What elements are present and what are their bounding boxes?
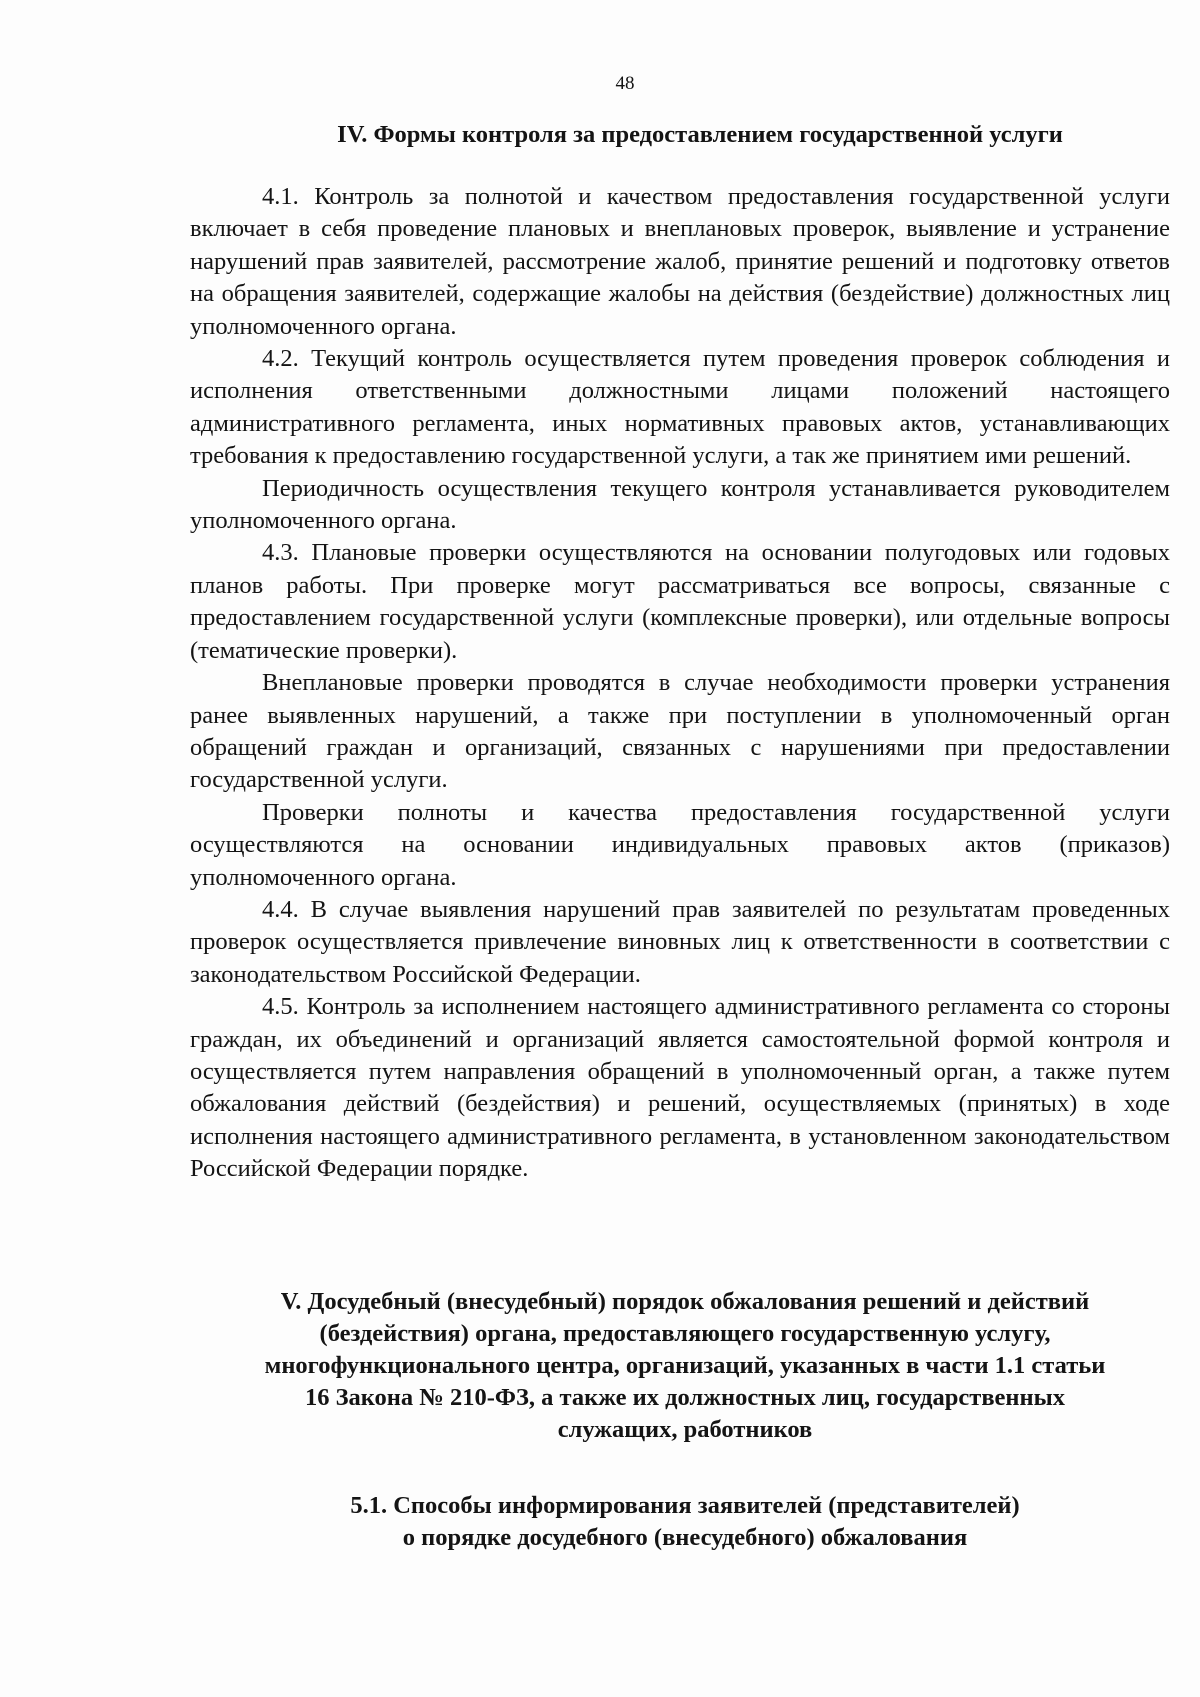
paragraph-4-5: 4.5. Контроль за исполнением настоящего административного регламента со стороны граждан, их объединений и организаций является самостоятельной формой контроля и осуществляется путем направления обращений в уполномоченный орган, а также путем обжалования действий (бездействия) и решений, осуществляемых (принятых) в ходе исполнения настоящего административного регламента, в установленном законодательством Российской Федерации порядке. (190, 993, 1170, 1183)
paragraph-4-4: 4.4. В случае выявления нарушений прав заявителей по результатам проведенных проверок осуществляется привлечение виновных лиц к ответственности в соответствии с законодательством Российской Федерации. (190, 895, 1170, 988)
subsection-5-1-title-line: 5.1. Способы информирования заявителей (представителей) (350, 1492, 1020, 1519)
section-5-title-line: (бездействия) органа, предоставляющего государственную услугу, (319, 1320, 1051, 1347)
section-4-body (190, 181, 1170, 1186)
paragraph-checks-basis: Проверки полноты и качества предоставления государственной услуги осуществляются на основании индивидуальных правовых актов (приказов) уполномоченного органа. (190, 798, 1170, 891)
paragraph-4-1: 4.1. Контроль за полнотой и качеством предоставления государственной услуги включает в себя проведение плановых и внеплановых проверок, выявление и устранение нарушений прав заявителей, рассмотрение жалоб, принятие решений и подготовку ответов на обращения заявителей, содержащие жалобы на действия (бездействие) должностных лиц уполномоченного органа. (190, 183, 1170, 340)
section-5-title-line: 16 Закона № 210-ФЗ, а также их должностных лиц, государственных (304, 1384, 1066, 1411)
subsection-5-1-title (225, 1490, 1145, 1554)
subsection-5-1-title-line: о порядке досудебного (внесудебного) обжалования (402, 1524, 968, 1551)
paragraph-4-3: 4.3. Плановые проверки осуществляются на основании полугодовых или годовых планов работы. При проверке могут рассматриваться все вопросы, связанные с предоставлением государственной услуги (комплексные проверки), или отдельные вопросы (тематические проверки). (190, 539, 1170, 664)
section-5-title (185, 1286, 1185, 1446)
paragraph-unscheduled-checks: Внеплановые проверки проводятся в случае необходимости проверки устранения ранее выявленных нарушений, а также при поступлении в уполномоченный орган обращений граждан и организаций, связанных с нарушениями при предоставлении государственной услуги. (190, 669, 1170, 794)
section-5-title-line: многофункционального центра, организаций, указанных в части 1.1 статьи (264, 1352, 1106, 1379)
section-5-title-line: служащих, работников (557, 1416, 813, 1443)
section-4-title: IV. Формы контроля за предоставлением государственной услуги (337, 121, 1063, 148)
page-number: 48 (615, 73, 635, 94)
section-5-title-line: V. Досудебный (внесудебный) порядок обжалования решений и действий (280, 1288, 1090, 1315)
paragraph-4-2: 4.2. Текущий контроль осуществляется путем проведения проверок соблюдения и исполнения ответственными должностными лицами положений настоящего административного регламента, иных нормативных правовых актов, устанавливающих требования к предоставлению государственной услуги, а так же принятием ими решений. (190, 345, 1170, 470)
paragraph-periodicity: Периодичность осуществления текущего контроля устанавливается руководителем уполномоченного органа. (190, 474, 1170, 535)
